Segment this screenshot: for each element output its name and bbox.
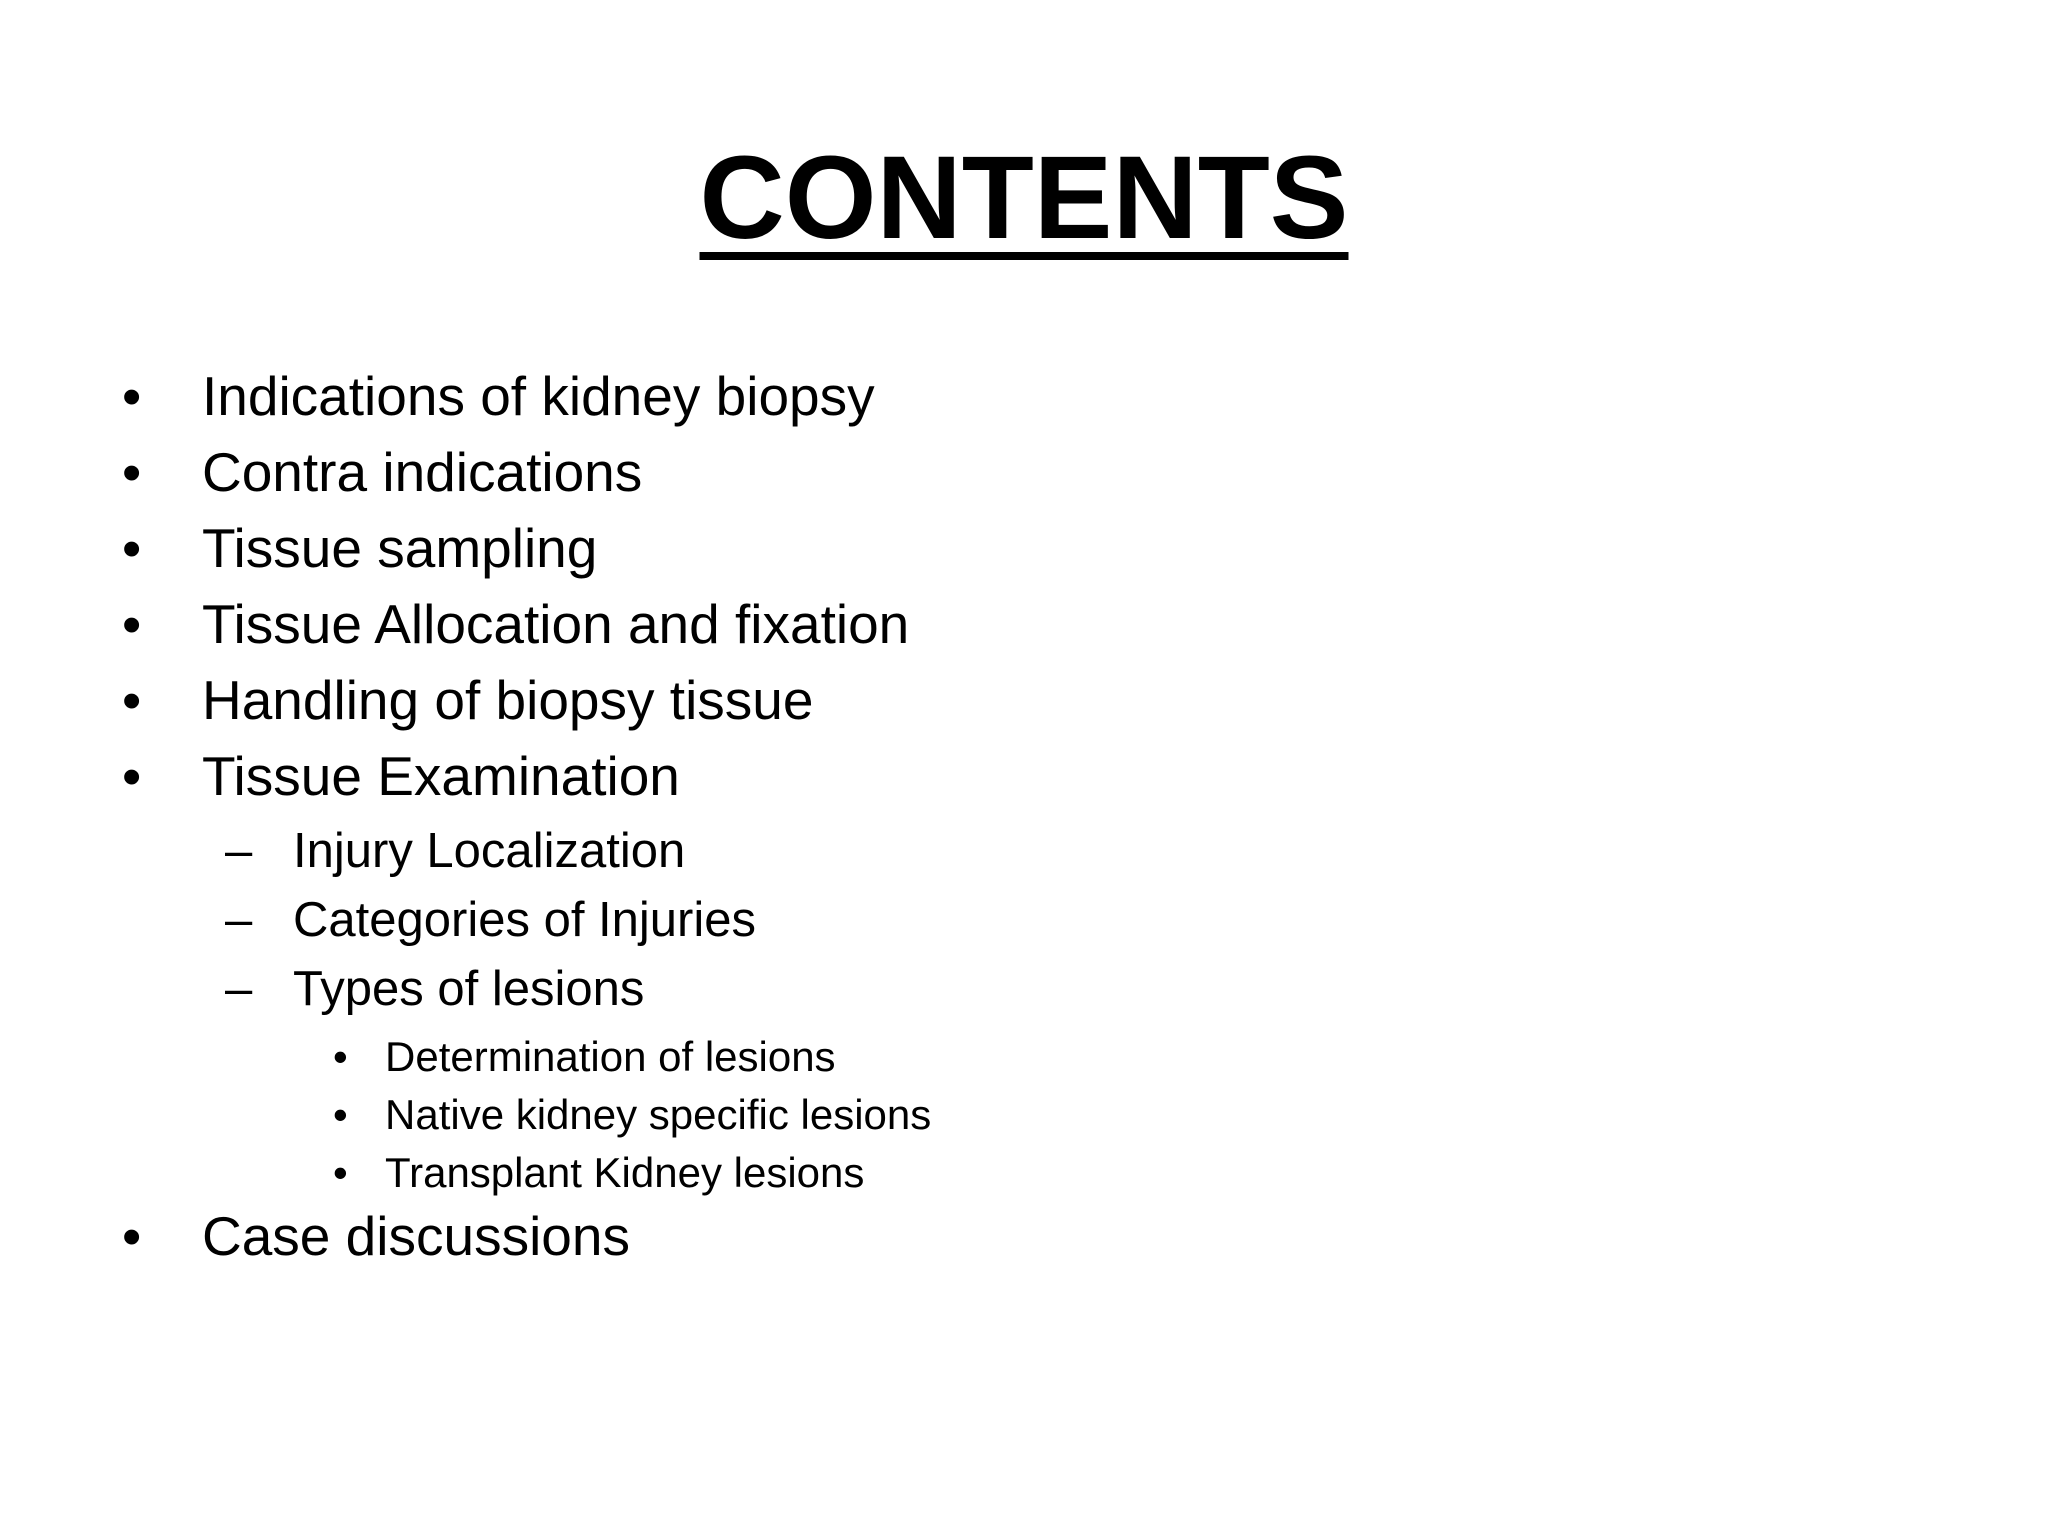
list-item-text: Indications of kidney biopsy	[202, 365, 875, 427]
bullet-marker: •	[122, 593, 142, 655]
list-item-text: Types of lesions	[293, 962, 645, 1016]
dash-marker: –	[225, 962, 253, 1016]
list-item-text: Case discussions	[202, 1205, 630, 1267]
list-item-text: Tissue Examination	[202, 745, 680, 807]
list-item-text: Determination of lesions	[385, 1033, 836, 1080]
slide-title	[0, 128, 2048, 268]
list-item-text: Categories of Injuries	[293, 893, 757, 947]
list-item-text: Tissue Allocation and fixation	[202, 593, 910, 655]
title-text: CONTENTS	[699, 132, 1349, 264]
bullet-marker: •	[333, 1033, 348, 1080]
list-item-text: Tissue sampling	[202, 517, 598, 579]
bullet-marker: •	[333, 1149, 348, 1196]
list-item-text: Native kidney specific lesions	[385, 1091, 932, 1138]
list-item-text: Handling of biopsy tissue	[202, 669, 814, 731]
list-item-text: Injury Localization	[293, 824, 686, 878]
list-item-text: Contra indications	[202, 441, 643, 503]
dash-marker: –	[225, 824, 253, 878]
bullet-marker: •	[122, 669, 142, 731]
bullet-marker: •	[122, 745, 142, 807]
bullet-marker: •	[122, 1205, 142, 1267]
dash-marker: –	[225, 893, 253, 947]
list-item-text: Transplant Kidney lesions	[385, 1149, 865, 1196]
bullet-marker: •	[122, 441, 142, 503]
bullet-marker: •	[122, 517, 142, 579]
bullet-marker: •	[122, 365, 142, 427]
bullet-marker: •	[333, 1091, 348, 1138]
